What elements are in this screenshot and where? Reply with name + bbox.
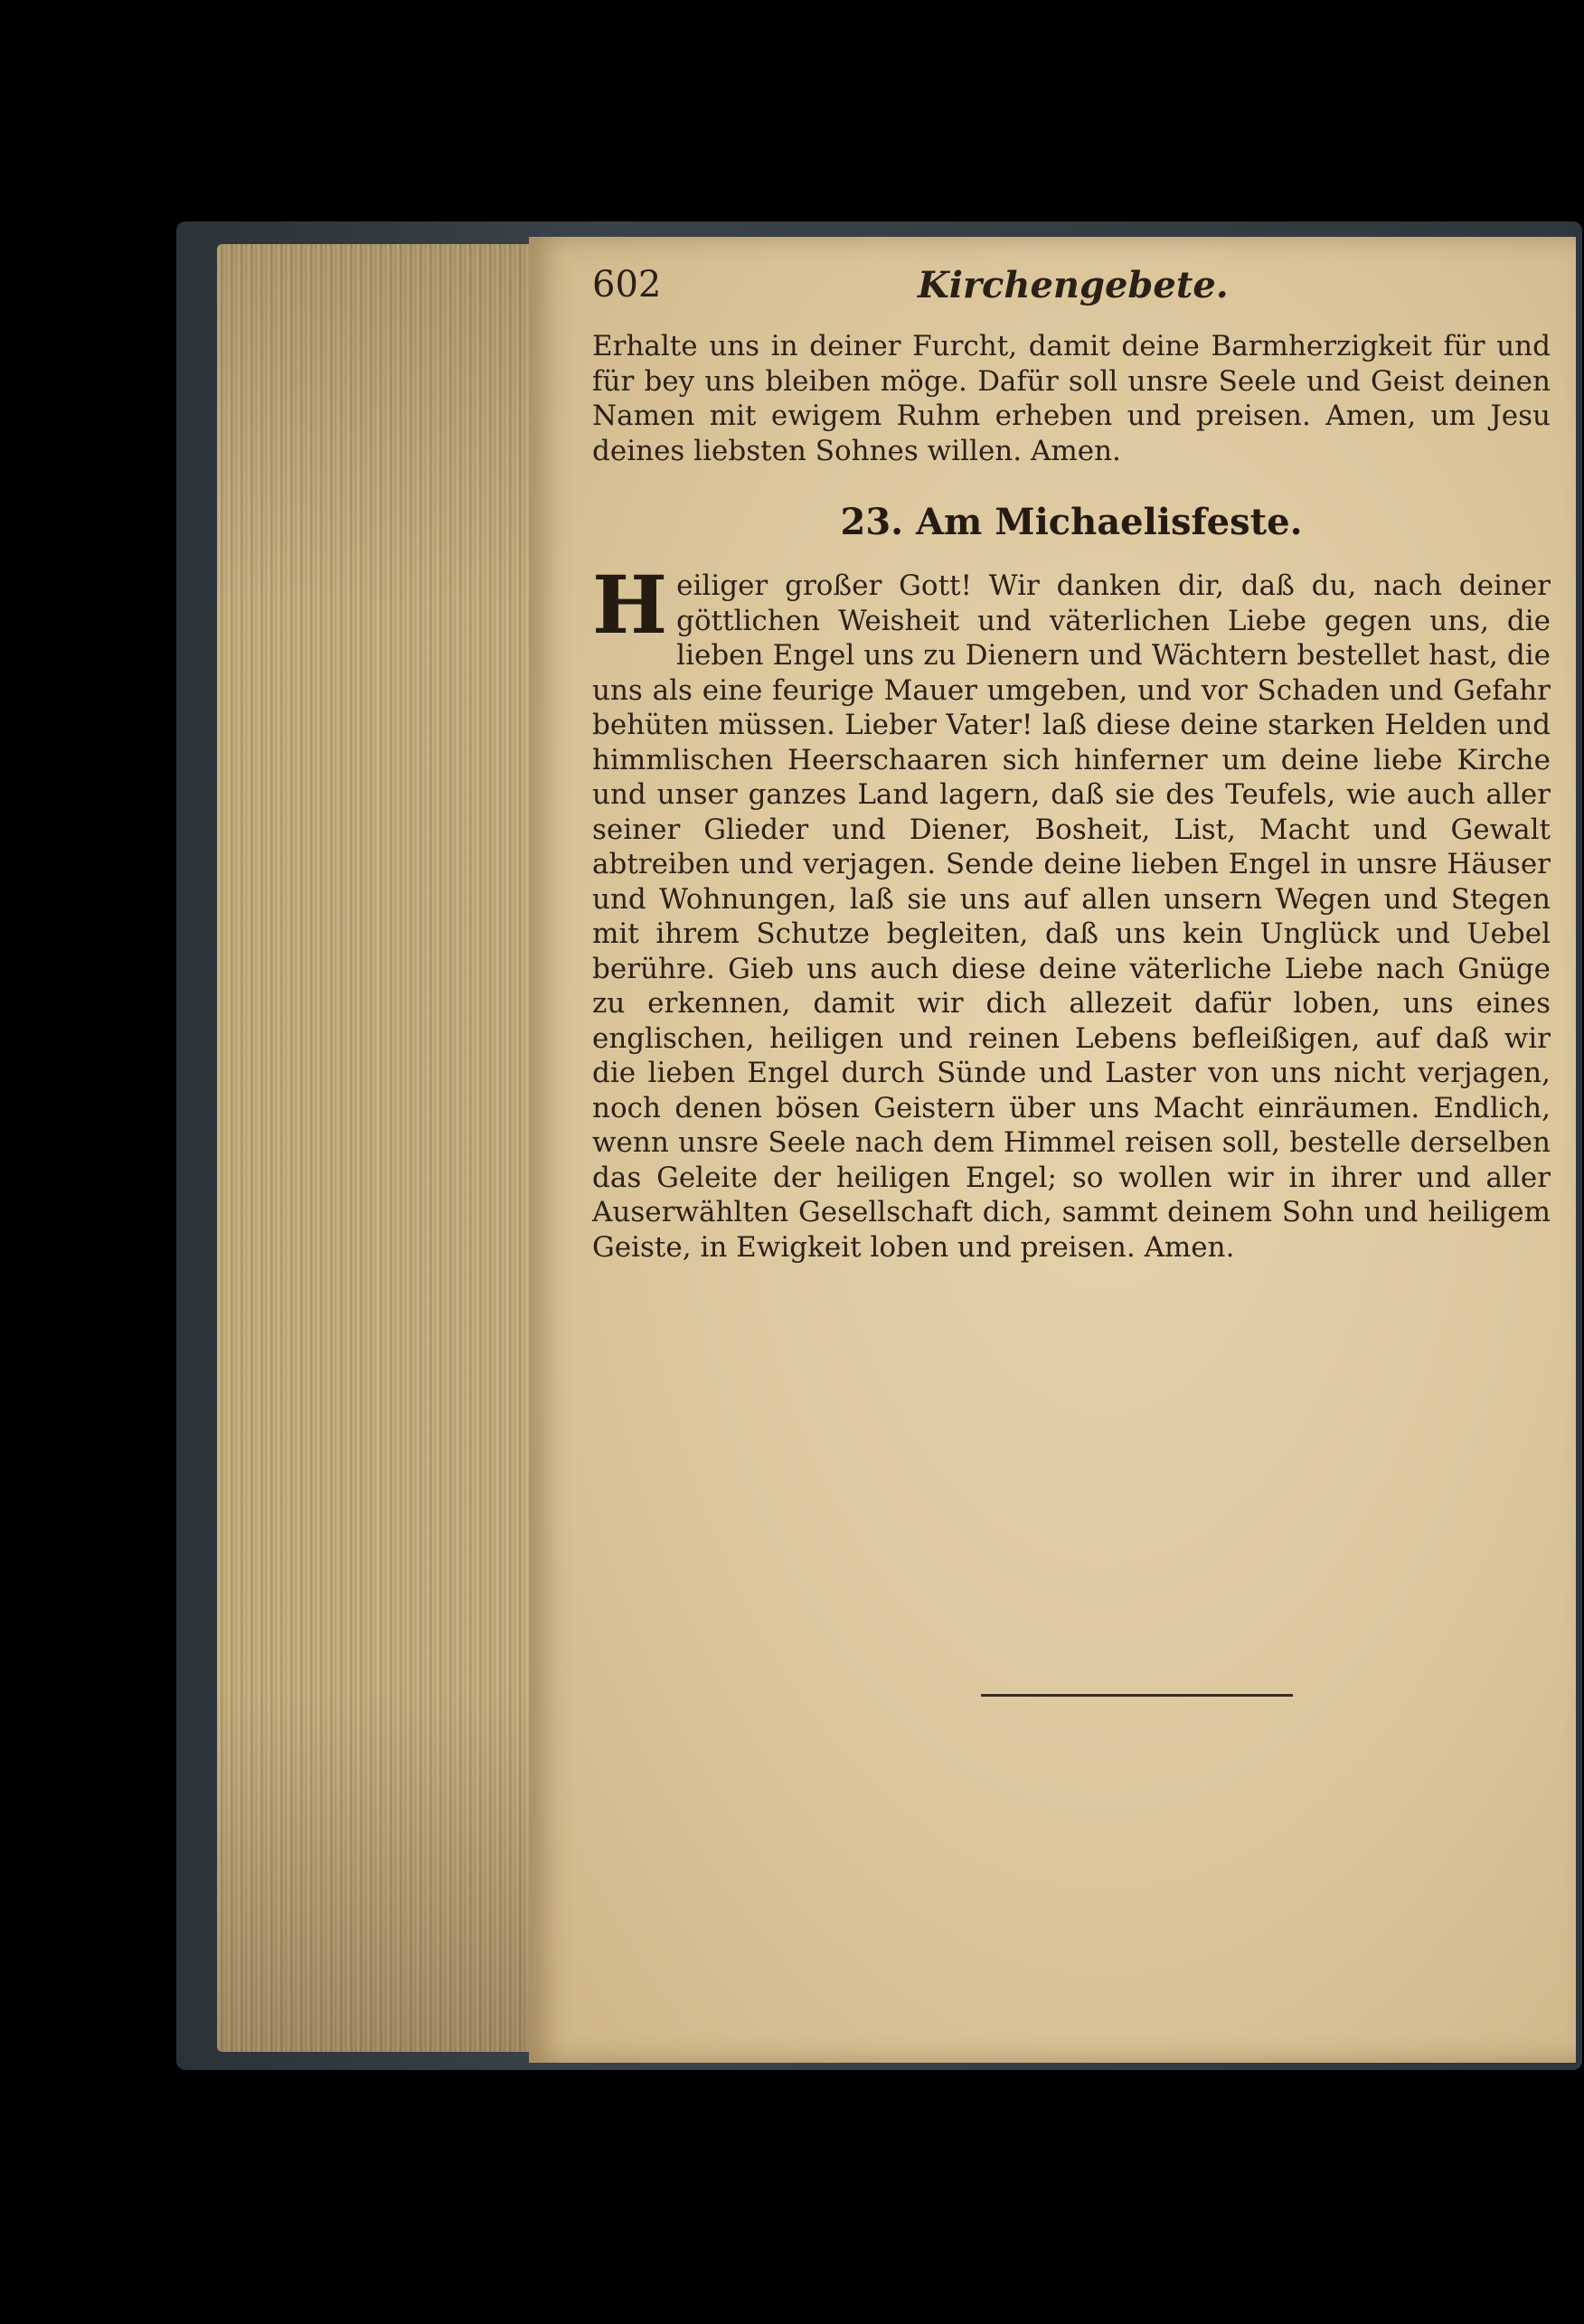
page-header	[592, 264, 1551, 316]
section-heading: 23. Am Michaelisfeste.	[840, 501, 1303, 543]
prayer-paragraph	[592, 558, 1551, 1265]
closing-rule	[981, 1694, 1293, 1697]
page-edges-shading	[217, 244, 574, 2052]
book-page	[529, 237, 1576, 2063]
page-number: 602	[592, 264, 662, 306]
continued-prayer-text: Erhalte uns in deiner Furcht, damit deine Barmherzigkeit für und für bey uns bleiben möge. Dafür soll unsre Seele und Geist deinen Namen mit ewigem Ruhm erheben und preisen. Amen, um Jesu deines liebsten Sohnes willen. Amen.	[592, 330, 1551, 467]
page-content	[592, 264, 1551, 2036]
prayer-text: eiliger großer Gott! Wir danken dir, daß du, nach deiner göttlichen Weisheit und väterlichen Liebe gegen uns, die lieben Engel uns zu Dienern und Wächtern bestellet hast, die uns als eine feurige Mauer umgeben, und vor Schaden und Gefahr behüten müssen. Lieber Vater! laß diese deine starken Helden und himmlischen Heerschaaren sich hinferner um deine liebe Kirche und unser ganzes Land lagern, daß sie des Teufels, wie auch aller seiner Glieder und Diener, Bosheit, List, Macht und Gewalt abtreiben und verjagen. Sende deine lieben Engel in unsre Häuser und Wohnungen, laß sie uns auf allen unsern Wegen und Stegen mit ihrem Schutze begleiten, daß uns kein Unglück und Uebel berühre. Gieb uns auch diese deine väterliche Liebe nach Gnüge zu erkennen, damit wir dich allezeit dafür loben, uns eines englischen, heiligen und reinen Lebens befleißigen, auf daß wir die lieben Engel durch Sünde und Laster von uns nicht verjagen, noch denen bösen Geistern über uns Macht einräumen. Endlich, wenn unsre Seele nach dem Himmel reisen soll, bestelle derselben das Geleite der heiligen Engel; so wollen wir in ihrer und aller Auserwählten Gesellschaft dich, sammt deinem Sohn und heiligem Geiste, in Ewigkeit loben und preisen. Amen.	[592, 569, 1551, 1264]
running-title: Kirchengebete.	[918, 264, 1229, 306]
drop-initial: H	[592, 558, 668, 652]
